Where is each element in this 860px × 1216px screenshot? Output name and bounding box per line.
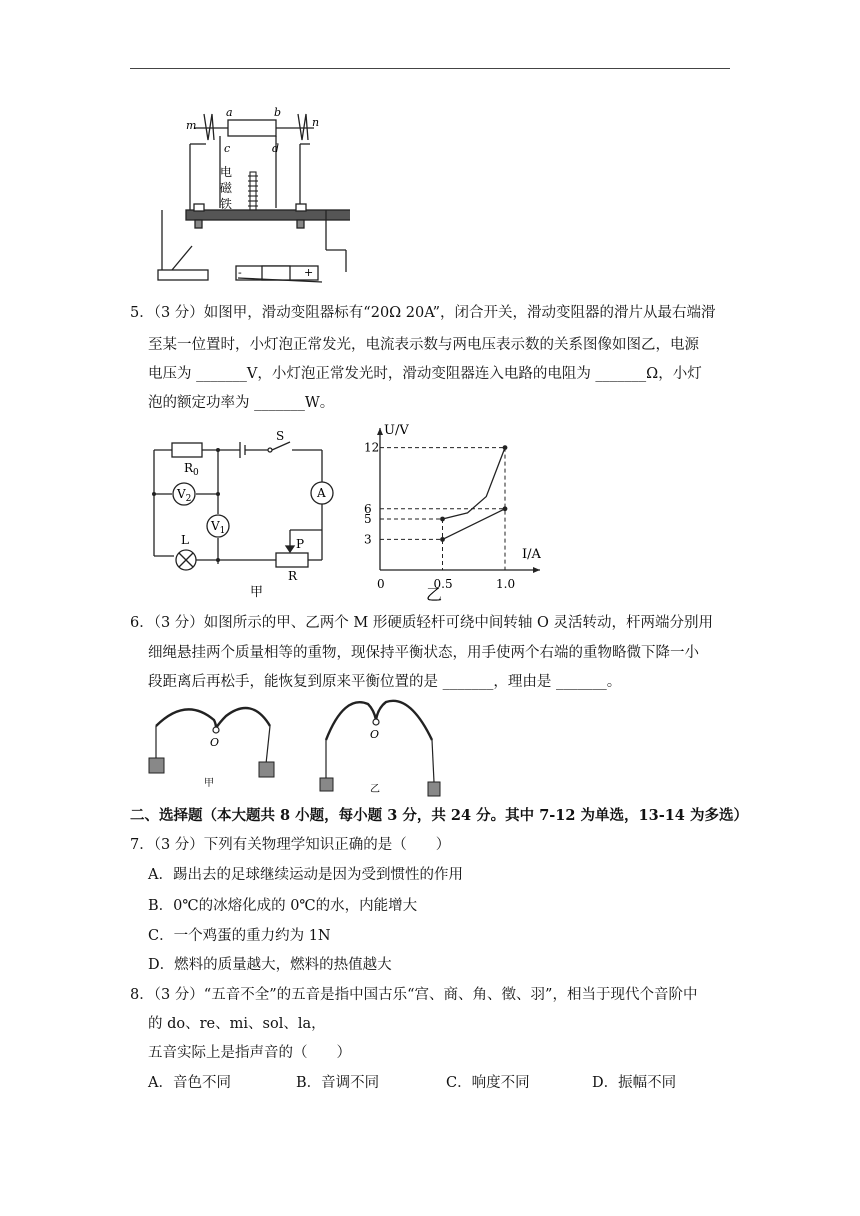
q7-option-c: C．一个鸡蛋的重力约为 1N xyxy=(148,928,331,944)
q8-line-1: 8．（3 分）“五音不全”的五音是指中国古乐“宫、商、角、徵、羽”，相当于现代个音阶中 xyxy=(130,987,698,1003)
data-point xyxy=(503,445,508,450)
y-axis-label: U/V xyxy=(384,423,409,438)
label-S: S xyxy=(276,429,285,443)
circuit-caption: 甲 xyxy=(250,585,264,600)
label-plus: + xyxy=(304,266,314,279)
q8-option-c: C．响度不同 xyxy=(446,1075,530,1091)
graph-caption: 乙 xyxy=(426,585,443,604)
label-magnet-1: 电 xyxy=(220,165,233,179)
q7-option-d: D．燃料的质量越大，燃料的热值越大 xyxy=(148,957,392,973)
label-d: d xyxy=(272,142,280,155)
y-tick-label: 5 xyxy=(364,512,372,526)
label-a: a xyxy=(226,106,233,119)
m-lever-figure xyxy=(140,698,460,802)
label-magnet-2: 磁 xyxy=(220,181,233,195)
pivot-O-left: O xyxy=(210,736,220,749)
q6-line-3: 段距离后再松手，能恢复到原来平衡位置的是 _______，理由是 _______。 xyxy=(148,674,622,690)
data-point xyxy=(440,517,445,522)
label-R0-sub: 0 xyxy=(193,468,199,478)
label-n: n xyxy=(312,116,320,129)
q7-stem: 7．（3 分）下列有关物理学知识正确的是（ ） xyxy=(130,837,451,853)
label-V1-sub: 1 xyxy=(219,526,226,536)
q6-line-1: 6．（3 分）如图所示的甲、乙两个 M 形硬质轻杆可绕中间转轴 O 灵活转动，杆两端分别用 xyxy=(130,615,713,631)
data-point xyxy=(440,537,445,542)
electromagnet-figure xyxy=(150,100,350,290)
label-magnet-3: 铁 xyxy=(220,197,233,211)
label-minus: - xyxy=(238,266,242,279)
section-heading: 二、选择题（本大题共 8 小题，每小题 3 分，共 24 分。其中 7-12 为单选，13-14 为多选） xyxy=(130,807,748,824)
x-axis-arrow xyxy=(533,567,540,573)
y-tick-label: 6 xyxy=(364,501,372,516)
x-tick-label: 0 xyxy=(377,577,385,591)
label-c: c xyxy=(224,142,231,155)
circuit-diagram xyxy=(148,428,338,608)
q5-line-4: 泡的额定功率为 _______W。 xyxy=(148,395,335,411)
q8-option-a: A．音色不同 xyxy=(148,1075,231,1091)
x-tick-label: 0.5 xyxy=(433,577,453,591)
q5-line-2: 至某一位置时，小灯泡正常发光，电流表示数与两电压表示数的关系图像如图乙，电源 xyxy=(148,337,699,353)
label-P: P xyxy=(296,537,305,551)
q6-line-2: 细绳悬挂两个质量相等的重物，现保持平衡状态，用手使两个右端的重物略微下降一小 xyxy=(148,645,699,661)
x-tick-label: 1.0 xyxy=(496,577,516,591)
label-V2: V xyxy=(177,487,186,501)
label-b: b xyxy=(274,106,282,119)
label-V2-sub: 2 xyxy=(185,494,192,504)
q7-option-b: B．0℃的冰熔化成的 0℃的水，内能增大 xyxy=(148,898,418,914)
y-tick-label: 3 xyxy=(364,532,372,547)
series-curve xyxy=(443,448,506,519)
q7-option-a: A．踢出去的足球继续运动是因为受到惯性的作用 xyxy=(148,867,463,883)
label-R0: R xyxy=(184,461,194,475)
caption-left: 甲 xyxy=(204,778,214,789)
q8-line-3: 五音实际上是指声音的（ ） xyxy=(148,1045,351,1061)
label-V1: V xyxy=(211,519,220,533)
q5-line-3: 电压为 _______V，小灯泡正常发光时，滑动变阻器连入电路的电阻为 _______Ω，小灯 xyxy=(148,366,702,382)
label-L: L xyxy=(181,533,189,547)
pivot-O-right: O xyxy=(370,728,380,741)
q8-option-b: B．音调不同 xyxy=(296,1075,380,1091)
q8-option-d: D．振幅不同 xyxy=(592,1075,677,1091)
header-rule xyxy=(130,68,730,69)
label-R: R xyxy=(288,569,298,583)
x-axis-label: I/A xyxy=(522,547,541,562)
y-axis-arrow xyxy=(377,428,383,435)
q8-line-2: 的 do、re、mi、sol、la， xyxy=(148,1016,326,1032)
data-point xyxy=(503,506,508,511)
q5-line-1: 5．（3 分）如图甲，滑动变阻器标有“20Ω 20A”，闭合开关，滑动变阻器的滑片从最右端滑 xyxy=(130,305,716,321)
ui-graph xyxy=(350,418,550,604)
label-A: A xyxy=(317,486,326,500)
series-line xyxy=(443,509,506,540)
label-m: m xyxy=(186,119,197,132)
svg-text:R0 xyxy=(184,461,199,478)
y-tick-label: 12 xyxy=(364,440,380,455)
caption-right: 乙 xyxy=(370,784,380,795)
